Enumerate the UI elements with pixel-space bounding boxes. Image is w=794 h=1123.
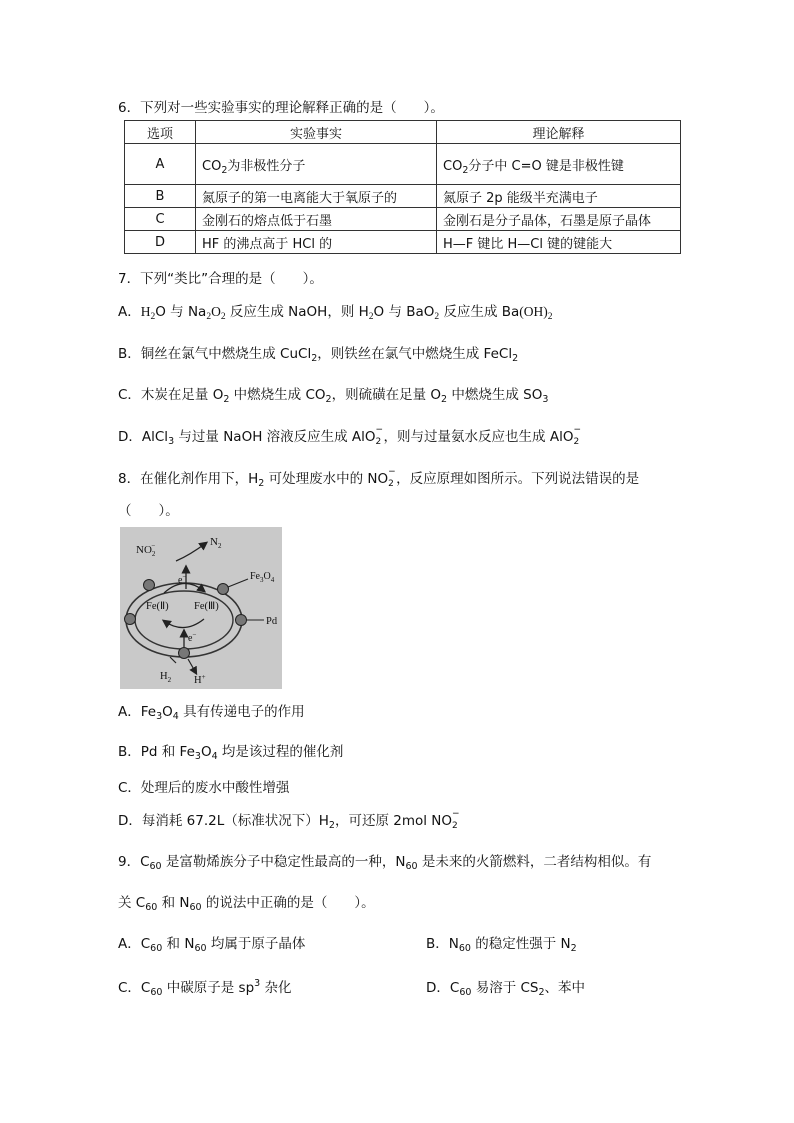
particle	[218, 584, 229, 595]
q9-option-b: B．$N_{60}$ 的稳定性强于 $N_2$	[426, 936, 577, 954]
header-fact: 实验事实	[196, 121, 437, 144]
n2-label: $N_2$	[210, 536, 222, 550]
q8-option-a: A．$Fe_3O_4$ 具有传递电子的作用	[118, 704, 305, 722]
h2-label: $H_2$	[160, 671, 172, 684]
particle	[125, 614, 136, 625]
particle	[144, 580, 155, 591]
row-option: A	[125, 144, 196, 185]
row-fact: 氮原子的第一电离能大于氧原子的	[196, 185, 437, 208]
q9-option-d: D．$C_{60}$ 易溶于 $CS_2$、苯中	[426, 980, 586, 998]
header-explanation: 理论解释	[437, 121, 681, 144]
reaction-diagram	[120, 527, 282, 689]
q7-option-d: D．AlCl$_3$ 与过量 NaOH 溶液反应生成 AlO − 2 ，则与过量氨水反应也生成 AlO − 2	[118, 425, 581, 447]
particle	[179, 648, 190, 659]
row-explanation: 氮原子 2p 能级半充满电子	[437, 185, 681, 208]
q7-option-c: C．木炭在足量 $O_2$ 中燃烧生成 $CO_2$，则硫磺在足量 $O_2$ 中燃烧生成 $SO_3$	[118, 387, 549, 405]
particle	[236, 615, 247, 626]
fe3o4-label: $Fe_3O_4$	[250, 571, 275, 584]
fe2-label: Fe(Ⅱ)	[146, 601, 169, 612]
table-row	[125, 185, 681, 208]
q9-option-c: C．$C_{60}$ 中碳原子是 $sp^3$ 杂化	[118, 978, 292, 998]
electron-label-top: e−	[178, 573, 187, 586]
fe3-label: Fe(Ⅲ)	[194, 601, 219, 612]
row-option: C	[125, 208, 196, 231]
q8-option-b: B．Pd 和 $Fe_3O_4$ 均是该过程的催化剂	[118, 744, 344, 762]
q8-option-c: C．处理后的废水中酸性增强	[118, 780, 290, 796]
pd-label: Pd	[266, 616, 278, 627]
row-explanation: 金刚石是分子晶体，石墨是原子晶体	[437, 208, 681, 231]
row-fact: 金刚石的熔点低于石墨	[196, 208, 437, 231]
table-row	[125, 144, 681, 185]
table-row	[125, 231, 681, 254]
row-option: D	[125, 231, 196, 254]
q7-option-b: B．铜丝在氯气中燃烧生成 CuCl$_2$，则铁丝在氯气中燃烧生成 FeCl$_2$	[118, 346, 519, 364]
row-explanation: $CO_2$分子中 C=O 键是非极性键	[437, 144, 681, 185]
row-fact: $CO_2$为非极性分子	[196, 144, 437, 185]
row-explanation: H—F 键比 H—Cl 键的键能大	[437, 231, 681, 254]
q7-stem: 7．下列“类比”合理的是（ ）。	[118, 271, 323, 287]
q8-option-d: D．每消耗 67.2L（标准状况下）$H_2$，可还原 2mol NO − 2	[118, 809, 460, 831]
table-header-row	[125, 121, 681, 144]
q9-option-a: A．$C_{60}$ 和 $N_{60}$ 均属于原子晶体	[118, 936, 306, 954]
hplus-label: H+	[194, 673, 206, 686]
q9-stem-line1: 9．$C_{60}$ 是富勒烯族分子中稳定性最高的一种，$N_{60}$ 是未来的火箭燃料，二者结构相似。有	[118, 854, 652, 872]
row-fact: HF 的沸点高于 HCl 的	[196, 231, 437, 254]
q6-stem: 6．下列对一些实验事实的理论解释正确的是（ ）。	[118, 100, 444, 116]
no2-label: $NO_2-$	[136, 542, 156, 558]
table-row	[125, 208, 681, 231]
q7-option-a: A．$H_2O$ 与 $Na_2O_2$ 反应生成 NaOH，则 $H_2O$ 与 BaO$_2$ 反应生成 $Ba(OH)_2$	[118, 304, 553, 322]
row-option: B	[125, 185, 196, 208]
q9-stem-line2: 关 $C_{60}$ 和 $N_{60}$ 的说法中正确的是（ ）。	[118, 895, 375, 913]
q8-stem: 8．在催化剂作用下，$H_2$ 可处理废水中的 NO − 2 ，反应原理如图所示。下列说法错误的是	[118, 467, 640, 489]
header-option: 选项	[125, 121, 196, 144]
electron-label-bottom: e−	[188, 631, 197, 644]
q6-table	[124, 120, 681, 254]
q8-stem-line2: （ ）。	[118, 503, 179, 519]
